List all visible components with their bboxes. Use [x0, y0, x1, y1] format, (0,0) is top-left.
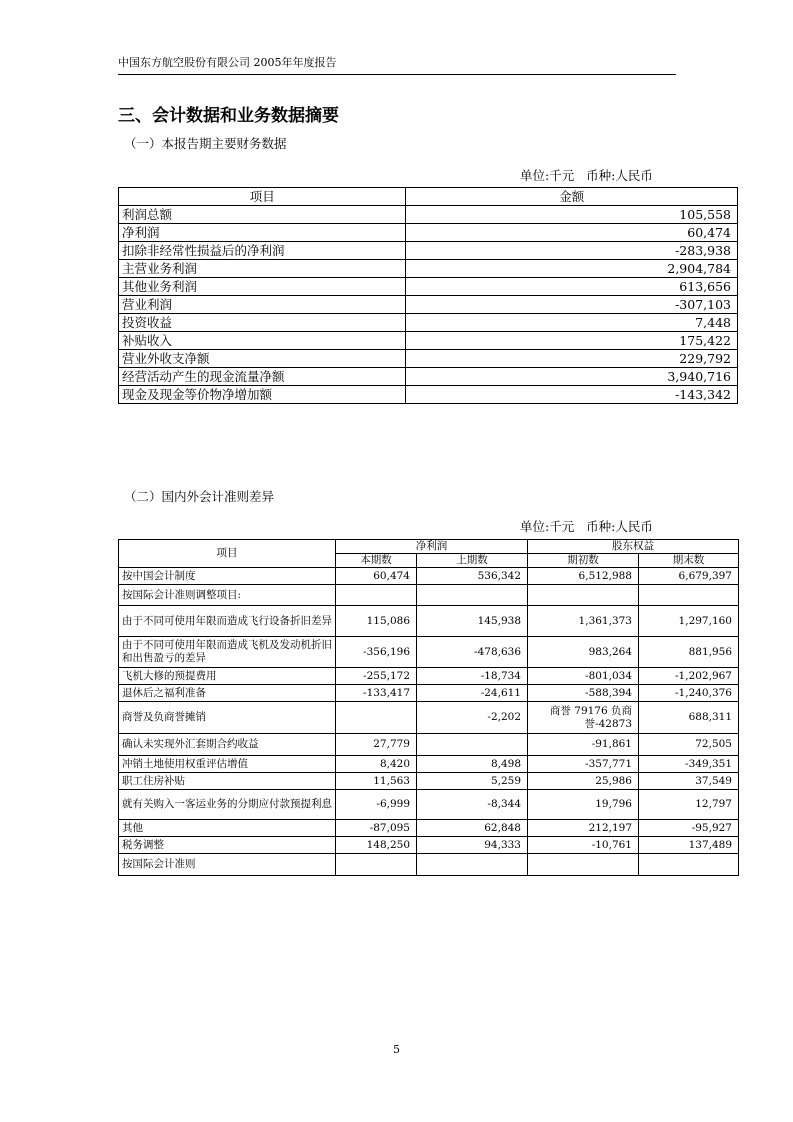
- row-value-c1: -356,196: [336, 637, 417, 668]
- table-row: [119, 368, 738, 386]
- row-item: 由于不同可使用年限而造成飞机及发动机折旧和出售盈亏的差异: [119, 637, 336, 668]
- row-value-c4: 12,797: [639, 790, 739, 820]
- col-header-begin: 期初数: [528, 554, 639, 568]
- table-row: [119, 702, 739, 734]
- row-value-c4: [639, 585, 739, 606]
- row-value-c2: 536,342: [417, 568, 528, 585]
- row-value-c2: 5,259: [417, 773, 528, 790]
- row-item: 商誉及负商誉摊销: [119, 702, 336, 734]
- table-row: [119, 734, 739, 756]
- row-item: 其他业务利润: [119, 278, 406, 296]
- row-item: 退休后之福利准备: [119, 685, 336, 702]
- row-value-c3: 商誉 79176 负商誉-42873: [528, 702, 639, 734]
- row-item: 其他: [119, 820, 336, 837]
- row-value-c1: [336, 854, 417, 876]
- row-item: 冲销土地使用权重评估增值: [119, 756, 336, 773]
- row-value-c2: [417, 734, 528, 756]
- row-value-c4: 1,297,160: [639, 606, 739, 637]
- col-header-amount: 金额: [406, 188, 738, 206]
- table-row: [119, 242, 738, 260]
- row-value-c4: 6,679,397: [639, 568, 739, 585]
- row-value-c3: [528, 585, 639, 606]
- row-item: 扣除非经常性损益后的净利润: [119, 242, 406, 260]
- table-row: [119, 350, 738, 368]
- row-amount: 229,792: [406, 350, 738, 368]
- table-row: [119, 332, 738, 350]
- row-value-c4: 137,489: [639, 837, 739, 854]
- table-row: [119, 668, 739, 685]
- row-value-c1: -133,417: [336, 685, 417, 702]
- row-item: 补贴收入: [119, 332, 406, 350]
- row-value-c2: -24,611: [417, 685, 528, 702]
- table-row: [119, 314, 738, 332]
- row-value-c2: 8,498: [417, 756, 528, 773]
- row-amount: -283,938: [406, 242, 738, 260]
- row-value-c4: -1,202,967: [639, 668, 739, 685]
- col-header-current: 本期数: [336, 554, 417, 568]
- row-value-c3: -10,761: [528, 837, 639, 854]
- row-value-c1: [336, 585, 417, 606]
- row-item: 税务调整: [119, 837, 336, 854]
- row-value-c1: -255,172: [336, 668, 417, 685]
- row-value-c3: 212,197: [528, 820, 639, 837]
- row-value-c2: -8,344: [417, 790, 528, 820]
- table-row: [119, 386, 738, 404]
- row-item: 净利润: [119, 224, 406, 242]
- table-row: [119, 637, 739, 668]
- row-amount: 105,558: [406, 206, 738, 224]
- row-value-c1: 115,086: [336, 606, 417, 637]
- row-value-c1: 148,250: [336, 837, 417, 854]
- row-value-c2: -18,734: [417, 668, 528, 685]
- table-row: [119, 756, 739, 773]
- table-row: [119, 854, 739, 876]
- row-value-c4: -95,927: [639, 820, 739, 837]
- row-item: 飞机大修的预提费用: [119, 668, 336, 685]
- row-value-c2: -2,202: [417, 702, 528, 734]
- row-value-c3: -91,861: [528, 734, 639, 756]
- row-value-c2: [417, 585, 528, 606]
- row-item: 主营业务利润: [119, 260, 406, 278]
- row-value-c1: 8,420: [336, 756, 417, 773]
- row-amount: 175,422: [406, 332, 738, 350]
- group-header-net-profit: 净利润: [336, 540, 528, 554]
- row-amount: 60,474: [406, 224, 738, 242]
- row-value-c1: -6,999: [336, 790, 417, 820]
- row-value-c2: 62,848: [417, 820, 528, 837]
- col-header-item: 项目: [119, 540, 336, 568]
- row-value-c3: [528, 854, 639, 876]
- row-value-c1: -87,095: [336, 820, 417, 837]
- row-item: 营业利润: [119, 296, 406, 314]
- section-title: 三、会计数据和业务数据摘要: [118, 106, 339, 126]
- row-value-c3: 1,361,373: [528, 606, 639, 637]
- row-item: 由于不同可使用年限而造成飞行设备折旧差异: [119, 606, 336, 637]
- row-value-c1: 27,779: [336, 734, 417, 756]
- col-header-item: 项目: [119, 188, 406, 206]
- row-value-c2: 145,938: [417, 606, 528, 637]
- table-row: [119, 773, 739, 790]
- page-number: 5: [393, 1043, 400, 1056]
- table-row: [119, 568, 739, 585]
- row-item: 按国际会计准则: [119, 854, 336, 876]
- table-row: [119, 685, 739, 702]
- row-value-c4: 72,505: [639, 734, 739, 756]
- row-item: 就有关购入一客运业务的分期应付款预提利息: [119, 790, 336, 820]
- table-row: [119, 260, 738, 278]
- row-item: 按国际会计准则调整项目:: [119, 585, 336, 606]
- row-item: 现金及现金等价物净增加额: [119, 386, 406, 404]
- row-value-c3: 6,512,988: [528, 568, 639, 585]
- row-item: 利润总额: [119, 206, 406, 224]
- row-value-c3: -357,771: [528, 756, 639, 773]
- row-value-c3: -588,394: [528, 685, 639, 702]
- table-row: [119, 278, 738, 296]
- sub2-title: （二）国内外会计准则差异: [124, 489, 275, 504]
- row-value-c2: -478,636: [417, 637, 528, 668]
- row-amount: 3,940,716: [406, 368, 738, 386]
- row-amount: 613,656: [406, 278, 738, 296]
- row-item: 职工住房补贴: [119, 773, 336, 790]
- row-item: 营业外收支净额: [119, 350, 406, 368]
- sub1-unit: 单位:千元 币种:人民币: [520, 168, 653, 183]
- report-header: 中国东方航空股份有限公司 2005年年度报告: [118, 56, 676, 75]
- row-amount: -307,103: [406, 296, 738, 314]
- row-amount: 7,448: [406, 314, 738, 332]
- row-item: 经营活动产生的现金流量净额: [119, 368, 406, 386]
- row-value-c3: 983,264: [528, 637, 639, 668]
- table-row: [119, 820, 739, 837]
- row-value-c4: 688,311: [639, 702, 739, 734]
- row-item: 投资收益: [119, 314, 406, 332]
- main-financial-data-table: [118, 187, 738, 404]
- group-header-equity: 股东权益: [528, 540, 739, 554]
- col-header-end: 期末数: [639, 554, 739, 568]
- gaap-difference-table: [118, 539, 739, 876]
- table-row: [119, 790, 739, 820]
- row-value-c2: 94,333: [417, 837, 528, 854]
- row-value-c2: [417, 854, 528, 876]
- row-value-c1: 11,563: [336, 773, 417, 790]
- table-row: [119, 206, 738, 224]
- sub2-unit: 单位:千元 币种:人民币: [520, 519, 653, 534]
- table-row: [119, 296, 738, 314]
- table-row: [119, 224, 738, 242]
- row-item: 按中国会计制度: [119, 568, 336, 585]
- sub1-title: （一）本报告期主要财务数据: [124, 136, 287, 151]
- row-value-c3: -801,034: [528, 668, 639, 685]
- row-value-c3: 19,796: [528, 790, 639, 820]
- row-item: 确认未实现外汇套期合约收益: [119, 734, 336, 756]
- table-row: [119, 606, 739, 637]
- row-amount: 2,904,784: [406, 260, 738, 278]
- row-value-c4: -1,240,376: [639, 685, 739, 702]
- col-header-prior: 上期数: [417, 554, 528, 568]
- row-value-c4: -349,351: [639, 756, 739, 773]
- row-value-c4: 37,549: [639, 773, 739, 790]
- table-row: [119, 837, 739, 854]
- row-value-c4: 881,956: [639, 637, 739, 668]
- row-value-c1: [336, 702, 417, 734]
- row-amount: -143,342: [406, 386, 738, 404]
- row-value-c4: [639, 854, 739, 876]
- table-row: [119, 585, 739, 606]
- row-value-c3: 25,986: [528, 773, 639, 790]
- row-value-c1: 60,474: [336, 568, 417, 585]
